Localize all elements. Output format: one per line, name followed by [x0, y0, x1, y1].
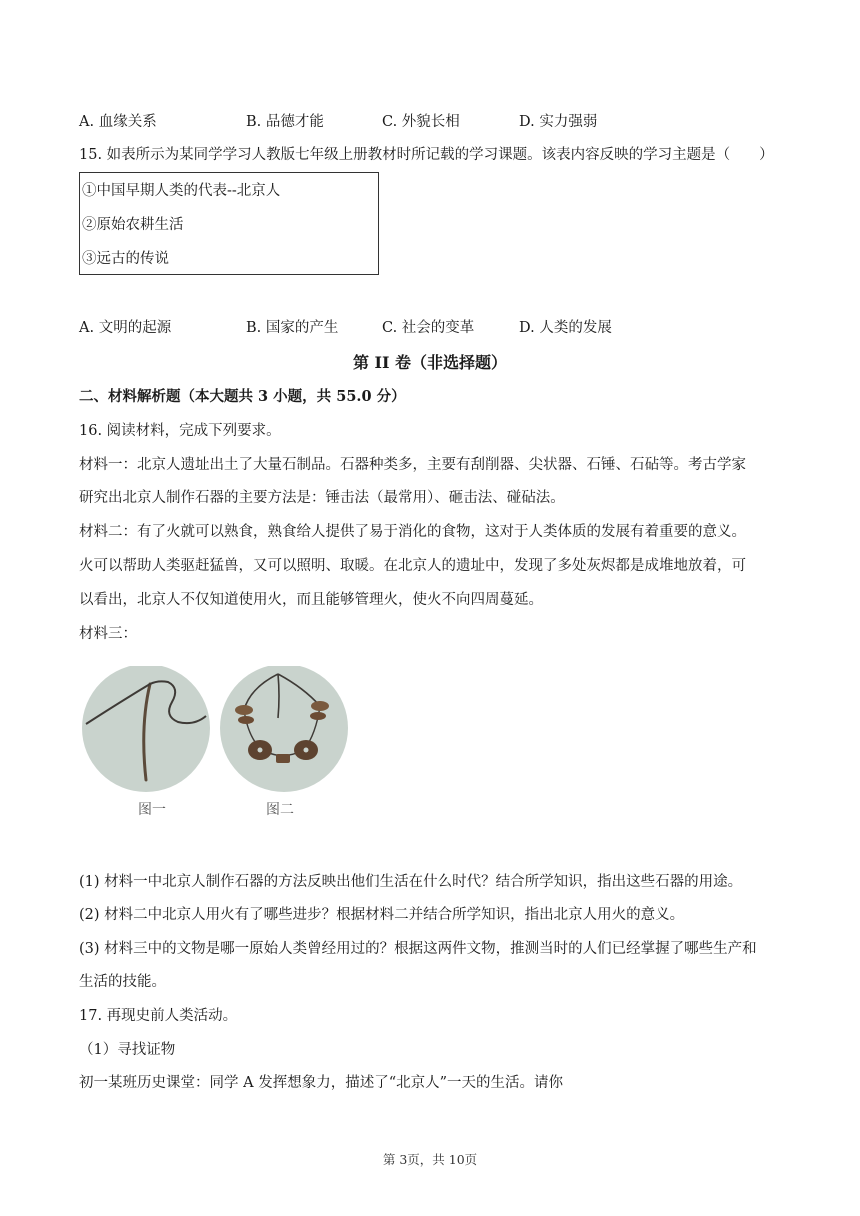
- q15-table-row-3: ③远古的传说: [82, 251, 169, 267]
- page-footer: 第 3页，共 10页: [382, 1152, 478, 1167]
- q16-stem: 16. 阅读材料，完成下列要求。: [79, 423, 281, 439]
- q14-option-b: B. 品德才能: [246, 114, 324, 130]
- q16-material-1-line-2: 研究出北京人制作石器的主要方法是：锤击法（最常用）、砸击法、碰砧法。: [79, 490, 565, 506]
- ornament-necklace-image: [220, 666, 348, 792]
- q15-option-d: D. 人类的发展: [519, 320, 612, 336]
- bone-needle-image: [82, 666, 210, 792]
- q16-material-1-line-1: 材料一：北京人遗址出土了大量石制品。石器种类多，主要有刮削器、尖状器、石锤、石砧等。考古学家: [79, 457, 746, 473]
- q14-options: [79, 112, 719, 132]
- q16-material-2-line-1: 材料二：有了火就可以熟食，熟食给人提供了易于消化的食物，这对于人类体质的发展有着重要的意义。: [79, 524, 746, 540]
- q15-option-a: A. 文明的起源: [79, 320, 172, 336]
- artifact-figures: [80, 666, 350, 826]
- figure-2-caption: 图二: [266, 802, 294, 818]
- q16-sub-question-3-line-1: (3) 材料三中的文物是哪一原始人类曾经用过的？根据这两件文物，推测当时的人们已经掌握了哪些生产和: [79, 941, 757, 957]
- q16-material-2-line-3: 以看出，北京人不仅知道使用火，而且能够管理火，使火不向四周蔓延。: [79, 592, 543, 608]
- q16-sub-question-3-line-2: 生活的技能。: [79, 974, 166, 990]
- q16-material-2-line-2: 火可以帮助人类驱赶猛兽，又可以照明、取暖。在北京人的遗址中，发现了多处灰烬都是成堆地放着，可: [79, 558, 746, 574]
- q15-table-row-2: ②原始农耕生活: [82, 217, 184, 233]
- q15-option-c: C. 社会的变革: [382, 320, 475, 336]
- section-title: 第 II 卷（非选择题）: [352, 353, 508, 372]
- q16-material-3-label: 材料三：: [79, 626, 137, 642]
- q15-topic-table: [79, 172, 379, 275]
- q15-stem: 15. 如表所示为某同学学习人教版七年级上册教材时所记载的学习课题。该表内容反映的学习主题是（ ）: [79, 147, 774, 163]
- q15-option-b: B. 国家的产生: [246, 320, 339, 336]
- figure-1-caption: 图一: [138, 802, 166, 818]
- section-heading: 二、材料解析题（本大题共 3 小题，共 55.0 分）: [79, 388, 406, 405]
- q15-table-row-1: ①中国早期人类的代表--北京人: [82, 183, 281, 199]
- q14-option-a: A. 血缘关系: [79, 114, 157, 130]
- q16-sub-question-1: (1) 材料一中北京人制作石器的方法反映出他们生活在什么时代？结合所学知识，指出这些石器的用途。: [79, 874, 743, 890]
- q14-option-d: D. 实力强弱: [519, 114, 598, 130]
- q17-text: 初一某班历史课堂：同学 A 发挥想象力，描述了“北京人”一天的生活。请你: [79, 1075, 564, 1091]
- q16-sub-question-2: (2) 材料二中北京人用火有了哪些进步？根据材料二并结合所学知识，指出北京人用火的意义。: [79, 907, 685, 923]
- q17-sub-question-1: （1）寻找证物: [79, 1042, 176, 1058]
- q14-option-c: C. 外貌长相: [382, 114, 460, 130]
- q17-stem: 17. 再现史前人类活动。: [79, 1008, 238, 1024]
- q15-options: [79, 318, 719, 338]
